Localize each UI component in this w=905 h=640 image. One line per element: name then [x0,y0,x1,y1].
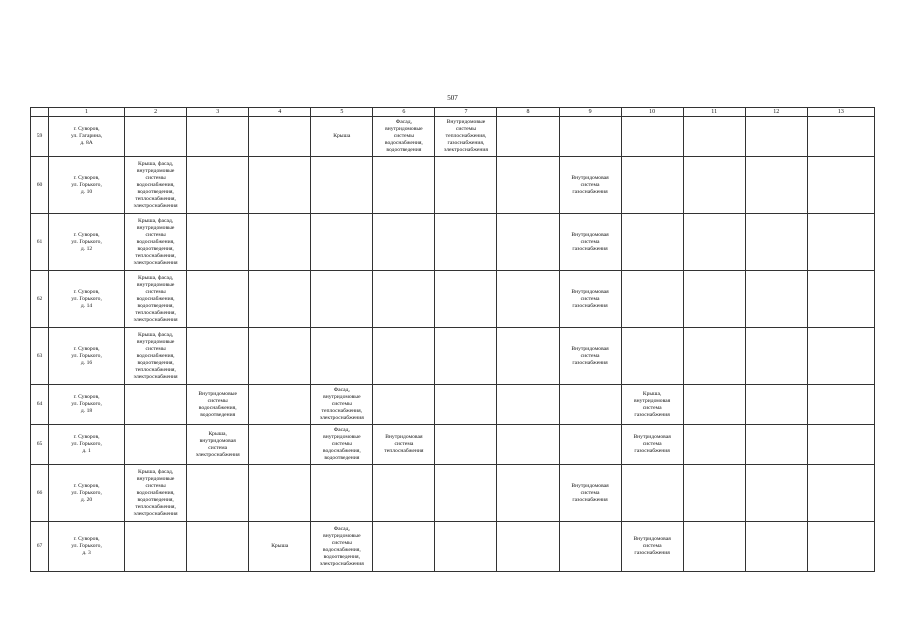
work-cell [807,157,874,214]
work-cell [249,328,311,385]
address-cell: г. Суворов, ул. Горького, д. 20 [49,465,125,522]
work-cell [807,385,874,425]
work-cell [435,465,497,522]
work-cell: Крыша, внутридомовая система газоснабжения [621,385,683,425]
work-cell: Фасад, внутридомовые системы водоснабжения, водоотведения [373,117,435,157]
work-cell [311,271,373,328]
address-cell: г. Суворов, ул. Горького, д. 1 [49,425,125,465]
work-cell [559,117,621,157]
work-cell [373,214,435,271]
column-number-row [31,108,875,117]
work-cell [187,157,249,214]
table-row [31,385,875,425]
work-cell [373,328,435,385]
column-number-cell: 7 [435,108,497,117]
row-number-cell: 60 [31,157,49,214]
row-number-cell: 59 [31,117,49,157]
work-cell [745,425,807,465]
work-cell: Крыша, фасад, внутридомовые системы водоснабжения, водоотведения, теплоснабжения, электроснабжения [125,214,187,271]
work-cell [311,328,373,385]
work-cell: Внутридомовая система газоснабжения [621,522,683,572]
table-row [31,425,875,465]
column-number-cell: 11 [683,108,745,117]
work-cell: Крыша, фасад, внутридомовые системы водоснабжения, водоотведения, теплоснабжения, электроснабжения [125,157,187,214]
work-cell: Крыша, фасад, внутридомовые системы водоснабжения, водоотведения, теплоснабжения, электроснабжения [125,328,187,385]
work-cell [187,522,249,572]
work-cell: Внутридомовая система газоснабжения [559,214,621,271]
work-cell: Фасад, внутридомовые системы теплоснабжения, электроснабжения [311,385,373,425]
work-cell [125,385,187,425]
work-cell [745,328,807,385]
work-cell [497,465,559,522]
row-number-cell: 63 [31,328,49,385]
work-cell [249,385,311,425]
work-cell [373,385,435,425]
column-number-cell: 9 [559,108,621,117]
work-cell: Крыша [311,117,373,157]
work-cell [249,214,311,271]
work-cell: Крыша [249,522,311,572]
work-cell [373,465,435,522]
column-number-cell: 8 [497,108,559,117]
work-cell [311,214,373,271]
table-row [31,328,875,385]
work-cell [187,465,249,522]
work-cell [559,425,621,465]
work-cell [187,117,249,157]
work-cell [373,522,435,572]
address-cell: г. Суворов, ул. Гагарина, д. 8А [49,117,125,157]
address-cell: г. Суворов, ул. Горького, д. 3 [49,522,125,572]
work-cell [621,157,683,214]
work-cell [683,157,745,214]
work-cell [497,117,559,157]
work-cell [435,271,497,328]
work-cell [683,271,745,328]
row-number-cell: 66 [31,465,49,522]
work-cell: Фасад, внутридомовые системы водоснабжения, водоотведения, электроснабжения [311,522,373,572]
work-cell [435,214,497,271]
row-number-cell: 67 [31,522,49,572]
work-cell [125,522,187,572]
work-cell: Внутридомовая система газоснабжения [559,271,621,328]
table-row [31,465,875,522]
work-cell: Крыша, фасад, внутридомовые системы водоснабжения, водоотведения, теплоснабжения, электроснабжения [125,465,187,522]
work-cell: Внутридомовая система газоснабжения [559,328,621,385]
work-cell [497,385,559,425]
work-cell [125,117,187,157]
work-cell [435,157,497,214]
work-cell [497,328,559,385]
work-cell [683,465,745,522]
work-cell [497,522,559,572]
work-cell [683,117,745,157]
address-cell: г. Суворов, ул. Горького, д. 18 [49,385,125,425]
work-cell [497,157,559,214]
work-cell: Внутридомовые системы теплоснабжения, газоснабжения, электроснабжения [435,117,497,157]
work-cell [497,425,559,465]
work-cell [745,385,807,425]
work-cell [683,385,745,425]
work-cell [745,271,807,328]
column-number-cell: 5 [311,108,373,117]
work-cell [373,271,435,328]
work-cell [745,214,807,271]
work-cell [435,425,497,465]
column-number-cell: 10 [621,108,683,117]
work-cell [745,117,807,157]
work-cell [807,117,874,157]
work-cell [807,465,874,522]
work-cell [435,385,497,425]
table-row [31,157,875,214]
table-row [31,214,875,271]
column-number-cell: 3 [187,108,249,117]
work-cell [187,214,249,271]
table-row [31,522,875,572]
address-cell: г. Суворов, ул. Горького, д. 10 [49,157,125,214]
address-cell: г. Суворов, ул. Горького, д. 16 [49,328,125,385]
work-cell [125,425,187,465]
work-cell [497,271,559,328]
work-cell: Крыша, внутридомовая система электроснабжения [187,425,249,465]
work-cell [807,328,874,385]
column-number-cell [31,108,49,117]
column-number-cell: 2 [125,108,187,117]
row-number-cell: 65 [31,425,49,465]
work-cell: Крыша, фасад, внутридомовые системы водоснабжения, водоотведения, теплоснабжения, электроснабжения [125,271,187,328]
work-cell [435,522,497,572]
work-cell [807,522,874,572]
work-cell [807,271,874,328]
row-number-cell: 61 [31,214,49,271]
work-cell: Внутридомовая система газоснабжения [621,425,683,465]
work-cell: Внутридомовая система газоснабжения [559,157,621,214]
work-cell [187,271,249,328]
work-cell [249,157,311,214]
column-number-cell: 13 [807,108,874,117]
work-cell [807,425,874,465]
work-cell [435,328,497,385]
work-cell [745,465,807,522]
table-row [31,271,875,328]
work-cell [373,157,435,214]
work-cell [249,465,311,522]
page-number: 507 [447,94,458,102]
work-cell [683,425,745,465]
row-number-cell: 62 [31,271,49,328]
row-number-cell: 64 [31,385,49,425]
column-number-cell: 1 [49,108,125,117]
work-cell [249,271,311,328]
work-cell [621,465,683,522]
work-cell [187,328,249,385]
work-cell: Внутридомовая система газоснабжения [559,465,621,522]
work-cell [311,157,373,214]
work-cell: Внутридомовая система теплоснабжения [373,425,435,465]
column-number-cell: 4 [249,108,311,117]
work-cell [249,425,311,465]
work-cell [745,522,807,572]
work-cell: Фасад, внутридомовые системы водоснабжения, водоотведения [311,425,373,465]
work-cell [683,328,745,385]
work-cell [621,214,683,271]
work-cell [311,465,373,522]
address-cell: г. Суворов, ул. Горького, д. 14 [49,271,125,328]
work-cell [559,522,621,572]
work-cell [807,214,874,271]
table-row [31,117,875,157]
work-cell [621,271,683,328]
column-number-cell: 12 [745,108,807,117]
address-cell: г. Суворов, ул. Горького, д. 12 [49,214,125,271]
column-number-cell: 6 [373,108,435,117]
work-cell [621,328,683,385]
work-cell [683,522,745,572]
repair-schedule-table [30,107,875,572]
work-cell [559,385,621,425]
work-cell [745,157,807,214]
work-cell [621,117,683,157]
work-cell: Внутридомовые системы водоснабжения, водоотведения [187,385,249,425]
work-cell [249,117,311,157]
work-cell [683,214,745,271]
work-cell [497,214,559,271]
